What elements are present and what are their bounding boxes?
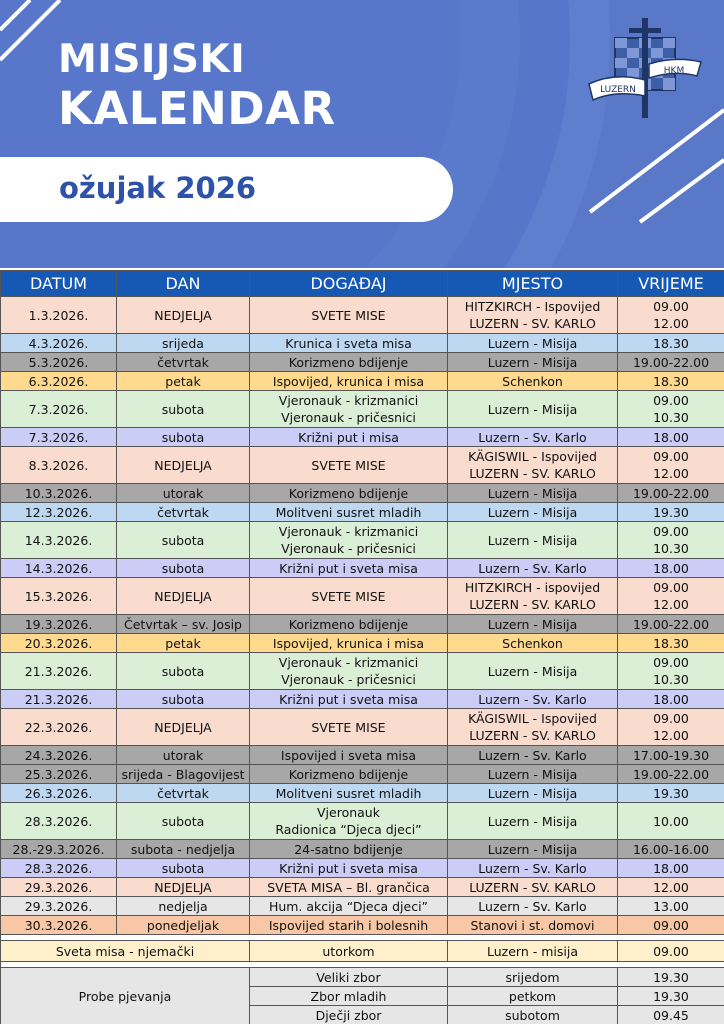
logo-top-text: HKM xyxy=(663,66,685,76)
dan-cell: subota xyxy=(117,428,250,447)
col-header-mjesto: MJESTO xyxy=(448,271,618,297)
dogadaj-cell xyxy=(250,690,448,709)
vrijeme-cell-line: 19.30 xyxy=(653,785,689,801)
dan-cell: srijeda xyxy=(117,334,250,353)
vrijeme-cell xyxy=(618,353,724,372)
probe-dan: subotom xyxy=(448,1006,618,1024)
dogadaj-cell-line: Molitveni susret mladih xyxy=(275,504,422,520)
mjesto-cell xyxy=(448,578,618,615)
vrijeme-cell-line: 18.00 xyxy=(653,429,689,445)
title-line-1: MISIJSKI xyxy=(58,37,246,82)
mjesto-cell-line: Luzern - Sv. Karlo xyxy=(478,860,587,876)
vrijeme-cell xyxy=(618,615,724,634)
header-banner xyxy=(0,0,724,268)
probe-dan: petkom xyxy=(448,987,618,1006)
logo-bottom-text: LUZERN xyxy=(600,85,636,95)
mjesto-cell-line: Luzern - Misija xyxy=(487,813,578,829)
dogadaj-cell-line: Molitveni susret mladih xyxy=(275,785,422,801)
table-row xyxy=(1,878,724,897)
vrijeme-cell-line: 18.30 xyxy=(653,373,689,389)
vrijeme-cell xyxy=(618,765,724,784)
col-header-datum: DATUM xyxy=(1,271,117,297)
vrijeme-cell xyxy=(618,859,724,878)
dogadaj-cell xyxy=(250,447,448,484)
mjesto-cell xyxy=(448,503,618,522)
dogadaj-cell-line: Ispovijed i sveta misa xyxy=(280,747,417,763)
dogadaj-cell-line: Vjeronauk - pričesnici xyxy=(281,541,416,556)
probe-vrijeme: 09.45 xyxy=(618,1006,724,1024)
sveta-misa-vrijeme: 09.00 xyxy=(618,941,724,962)
vrijeme-cell xyxy=(618,746,724,765)
dogadaj-cell xyxy=(250,503,448,522)
vrijeme-cell-line: 16.00-16.00 xyxy=(632,841,710,857)
vrijeme-cell-line: 09.00 xyxy=(653,711,689,726)
datum-cell: 21.3.2026. xyxy=(1,690,117,709)
probe-vrijeme: 19.30 xyxy=(618,987,724,1006)
mjesto-cell xyxy=(448,897,618,916)
dogadaj-cell-line: Vjeronauk - pričesnici xyxy=(281,410,416,425)
probe-zbor: Dječji zbor xyxy=(250,1006,448,1024)
dogadaj-cell-line: Ispovijed, krunica i misa xyxy=(272,635,425,651)
mjesto-cell xyxy=(448,372,618,391)
mjesto-cell-line: Luzern - Misija xyxy=(487,532,578,548)
dan-cell: četvrtak xyxy=(117,353,250,372)
vrijeme-cell-line: 09.00 xyxy=(653,917,689,933)
table-row xyxy=(1,559,724,578)
dan-cell: subota - nedjelja xyxy=(117,840,250,859)
mjesto-cell-line: LUZERN - SV. KARLO xyxy=(469,466,596,481)
table-row xyxy=(1,690,724,709)
mjesto-cell xyxy=(448,784,618,803)
dogadaj-cell-line: Hum. akcija “Djeca djeci” xyxy=(268,898,429,914)
vrijeme-cell xyxy=(618,372,724,391)
mjesto-cell xyxy=(448,653,618,690)
vrijeme-cell xyxy=(618,559,724,578)
mjesto-cell-line: Luzern - Sv. Karlo xyxy=(478,691,587,707)
dogadaj-cell-line: Križni put i sveta misa xyxy=(279,860,418,876)
datum-cell: 28.3.2026. xyxy=(1,859,117,878)
vrijeme-cell-line: 18.30 xyxy=(653,635,689,651)
table-row xyxy=(1,297,724,334)
mjesto-cell xyxy=(448,840,618,859)
dan-cell: NEDJELJA xyxy=(117,447,250,484)
probe-zbor: Veliki zbor xyxy=(250,968,448,987)
dan-cell: srijeda - Blagovijest xyxy=(117,765,250,784)
dogadaj-cell-line: Korizmeno bdijenje xyxy=(288,485,409,501)
table-row xyxy=(1,353,724,372)
vrijeme-cell-line: 09.00 xyxy=(653,299,689,314)
datum-cell: 4.3.2026. xyxy=(1,334,117,353)
dogadaj-cell xyxy=(250,372,448,391)
table-row xyxy=(1,765,724,784)
vrijeme-cell xyxy=(618,578,724,615)
vrijeme-cell-line: 12.00 xyxy=(653,879,689,895)
mjesto-cell-line: Luzern - Misija xyxy=(487,401,578,417)
mjesto-cell-line: Luzern - Misija xyxy=(487,335,578,351)
dan-cell: subota xyxy=(117,653,250,690)
mjesto-cell xyxy=(448,615,618,634)
probe-row xyxy=(1,968,724,987)
dogadaj-cell-line: 24-satno bdijenje xyxy=(294,841,403,857)
table-row xyxy=(1,653,724,690)
vrijeme-cell xyxy=(618,840,724,859)
probe-label: Probe pjevanja xyxy=(1,968,250,1024)
dan-cell: subota xyxy=(117,559,250,578)
hkm-luzern-logo xyxy=(585,14,705,124)
dogadaj-cell xyxy=(250,559,448,578)
dogadaj-cell xyxy=(250,578,448,615)
sveta-misa-row xyxy=(1,941,724,962)
table-row xyxy=(1,803,724,840)
vrijeme-cell xyxy=(618,709,724,746)
dogadaj-cell-line: Vjeronauk xyxy=(317,805,380,820)
col-header-dan: DAN xyxy=(117,271,250,297)
datum-cell: 22.3.2026. xyxy=(1,709,117,746)
datum-cell: 1.3.2026. xyxy=(1,297,117,334)
mjesto-cell xyxy=(448,765,618,784)
dogadaj-cell-line: SVETE MISE xyxy=(311,307,386,323)
dogadaj-cell xyxy=(250,428,448,447)
table-row xyxy=(1,709,724,746)
dogadaj-cell-line: Vjeronauk - krizmanici xyxy=(278,393,419,408)
dan-cell: NEDJELJA xyxy=(117,878,250,897)
vrijeme-cell-line: 18.00 xyxy=(653,560,689,576)
mjesto-cell xyxy=(448,690,618,709)
datum-cell: 7.3.2026. xyxy=(1,428,117,447)
dogadaj-cell-line: Korizmeno bdijenje xyxy=(288,354,409,370)
dogadaj-cell xyxy=(250,803,448,840)
dogadaj-cell-line: Vjeronauk - krizmanici xyxy=(278,524,419,539)
col-header-vrijeme: VRIJEME xyxy=(618,271,724,297)
datum-cell: 6.3.2026. xyxy=(1,372,117,391)
dogadaj-cell xyxy=(250,391,448,428)
vrijeme-cell-line: 09.00 xyxy=(653,449,689,464)
extra-section xyxy=(1,935,724,1024)
datum-cell: 7.3.2026. xyxy=(1,391,117,428)
probe-dan: srijedom xyxy=(448,968,618,987)
mjesto-cell xyxy=(448,334,618,353)
vrijeme-cell-line: 18.30 xyxy=(653,335,689,351)
dogadaj-cell xyxy=(250,897,448,916)
mjesto-cell-line: LUZERN - SV. KARLO xyxy=(469,597,596,612)
dan-cell: NEDJELJA xyxy=(117,709,250,746)
vrijeme-cell xyxy=(618,634,724,653)
mjesto-cell-line: HITZKIRCH - ispovijed xyxy=(464,580,601,595)
dan-cell: utorak xyxy=(117,484,250,503)
dogadaj-cell-line: SVETE MISE xyxy=(311,588,386,604)
calendar-body xyxy=(1,297,724,935)
mjesto-cell xyxy=(448,803,618,840)
vrijeme-cell-line: 10.30 xyxy=(653,672,689,687)
dogadaj-cell xyxy=(250,615,448,634)
dan-cell: petak xyxy=(117,634,250,653)
vrijeme-cell-line: 19.00-22.00 xyxy=(632,766,710,782)
table-row xyxy=(1,447,724,484)
datum-cell: 30.3.2026. xyxy=(1,916,117,935)
probe-zbor: Zbor mladih xyxy=(250,987,448,1006)
mjesto-cell-line: LUZERN - SV. KARLO xyxy=(469,728,596,743)
dogadaj-cell-line: Krunica i sveta misa xyxy=(285,335,412,351)
mjesto-cell-line: KÄGISWIL - Ispovijed xyxy=(468,449,597,464)
mjesto-cell-line: Luzern - Misija xyxy=(487,504,578,520)
dogadaj-cell xyxy=(250,784,448,803)
vrijeme-cell-line: 10.00 xyxy=(653,813,689,829)
datum-cell: 24.3.2026. xyxy=(1,746,117,765)
calendar-table xyxy=(0,270,724,1024)
dogadaj-cell xyxy=(250,484,448,503)
mjesto-cell xyxy=(448,447,618,484)
mjesto-cell-line: Luzern - Misija xyxy=(487,485,578,501)
dogadaj-cell-line: Radionica “Djeca djeci” xyxy=(275,822,422,837)
vrijeme-cell-line: 09.00 xyxy=(653,524,689,539)
table-row xyxy=(1,897,724,916)
table-row xyxy=(1,634,724,653)
dogadaj-cell-line: Križni put i sveta misa xyxy=(279,691,418,707)
dogadaj-cell-line: Ispovijed starih i bolesnih xyxy=(268,917,429,933)
table-row xyxy=(1,840,724,859)
title-line-2: KALENDAR xyxy=(58,82,336,135)
dogadaj-cell xyxy=(250,522,448,559)
datum-cell: 14.3.2026. xyxy=(1,522,117,559)
dogadaj-cell xyxy=(250,709,448,746)
datum-cell: 10.3.2026. xyxy=(1,484,117,503)
mjesto-cell-line: LUZERN - SV. KARLO xyxy=(469,879,596,895)
datum-cell: 28.-29.3.2026. xyxy=(1,840,117,859)
dan-cell: subota xyxy=(117,690,250,709)
dan-cell: subota xyxy=(117,522,250,559)
mjesto-cell xyxy=(448,859,618,878)
vrijeme-cell xyxy=(618,503,724,522)
dogadaj-cell-line: Vjeronauk - krizmanici xyxy=(278,655,419,670)
col-header-dogadaj: DOGAĐAJ xyxy=(250,271,448,297)
sveta-misa-label: Sveta misa - njemački xyxy=(1,941,250,962)
vrijeme-cell-line: 12.00 xyxy=(653,316,689,331)
mjesto-cell-line: KÄGISWIL - Ispovijed xyxy=(468,711,597,726)
datum-cell: 5.3.2026. xyxy=(1,353,117,372)
mjesto-cell-line: HITZKIRCH - Ispovijed xyxy=(464,299,601,314)
dogadaj-cell xyxy=(250,859,448,878)
dan-cell: petak xyxy=(117,372,250,391)
dogadaj-cell xyxy=(250,634,448,653)
mjesto-cell-line: Luzern - Misija xyxy=(487,663,578,679)
mjesto-cell xyxy=(448,634,618,653)
mjesto-cell xyxy=(448,709,618,746)
dogadaj-cell xyxy=(250,765,448,784)
datum-cell: 14.3.2026. xyxy=(1,559,117,578)
dogadaj-cell xyxy=(250,746,448,765)
dogadaj-cell-line: Križni put i misa xyxy=(298,429,399,445)
vrijeme-cell-line: 19.30 xyxy=(653,504,689,520)
mjesto-cell xyxy=(448,428,618,447)
vrijeme-cell-line: 19.00-22.00 xyxy=(632,616,710,632)
dan-cell: NEDJELJA xyxy=(117,578,250,615)
vrijeme-cell-line: 12.00 xyxy=(653,466,689,481)
table-row xyxy=(1,503,724,522)
datum-cell: 28.3.2026. xyxy=(1,803,117,840)
sveta-misa-dan: utorkom xyxy=(250,941,448,962)
table-row xyxy=(1,372,724,391)
dogadaj-cell-line: Korizmeno bdijenje xyxy=(288,616,409,632)
month-label: ožujak 2026 xyxy=(59,171,257,205)
mjesto-cell xyxy=(448,391,618,428)
dogadaj-cell-line: SVETA MISA – Bl. grančica xyxy=(267,879,430,895)
dogadaj-cell-line: SVETE MISE xyxy=(311,457,386,473)
mjesto-cell-line: Luzern - Sv. Karlo xyxy=(478,747,587,763)
datum-cell: 19.3.2026. xyxy=(1,615,117,634)
table-header-row xyxy=(1,271,724,297)
dan-cell: NEDJELJA xyxy=(117,297,250,334)
dan-cell: utorak xyxy=(117,746,250,765)
vrijeme-cell-line: 12.00 xyxy=(653,728,689,743)
vrijeme-cell-line: 09.00 xyxy=(653,655,689,670)
vrijeme-cell-line: 09.00 xyxy=(653,393,689,408)
mjesto-cell xyxy=(448,878,618,897)
vrijeme-cell xyxy=(618,447,724,484)
mjesto-cell-line: Luzern - Misija xyxy=(487,766,578,782)
vrijeme-cell-line: 18.00 xyxy=(653,691,689,707)
vrijeme-cell-line: 10.30 xyxy=(653,541,689,556)
dan-cell: nedjelja xyxy=(117,897,250,916)
vrijeme-cell xyxy=(618,690,724,709)
vrijeme-cell xyxy=(618,428,724,447)
datum-cell: 25.3.2026. xyxy=(1,765,117,784)
probe-vrijeme: 19.30 xyxy=(618,968,724,987)
dogadaj-cell-line: Korizmeno bdijenje xyxy=(288,766,409,782)
mjesto-cell xyxy=(448,916,618,935)
dogadaj-cell-line: Križni put i sveta misa xyxy=(279,560,418,576)
datum-cell: 8.3.2026. xyxy=(1,447,117,484)
dogadaj-cell xyxy=(250,297,448,334)
dan-cell: Četvrtak – sv. Josip xyxy=(117,615,250,634)
vrijeme-cell xyxy=(618,391,724,428)
vrijeme-cell xyxy=(618,484,724,503)
mjesto-cell xyxy=(448,746,618,765)
vrijeme-cell-line: 19.00-22.00 xyxy=(632,485,710,501)
vrijeme-cell-line: 13.00 xyxy=(653,898,689,914)
mjesto-cell-line: Luzern - Sv. Karlo xyxy=(478,429,587,445)
mjesto-cell-line: Schenkon xyxy=(502,635,563,651)
vrijeme-cell xyxy=(618,897,724,916)
mjesto-cell-line: Luzern - Misija xyxy=(487,841,578,857)
dogadaj-cell xyxy=(250,353,448,372)
table-row xyxy=(1,784,724,803)
table-row xyxy=(1,522,724,559)
vrijeme-cell-line: 09.00 xyxy=(653,580,689,595)
datum-cell: 15.3.2026. xyxy=(1,578,117,615)
table-row xyxy=(1,916,724,935)
mjesto-cell xyxy=(448,484,618,503)
table-row xyxy=(1,484,724,503)
vrijeme-cell-line: 18.00 xyxy=(653,860,689,876)
dan-cell: četvrtak xyxy=(117,784,250,803)
mjesto-cell-line: Luzern - Misija xyxy=(487,616,578,632)
sveta-misa-mjesto: Luzern - misija xyxy=(448,941,618,962)
mjesto-cell-line: Luzern - Misija xyxy=(487,354,578,370)
table-row xyxy=(1,428,724,447)
dan-cell: ponedjeljak xyxy=(117,916,250,935)
datum-cell: 29.3.2026. xyxy=(1,897,117,916)
mjesto-cell-line: Schenkon xyxy=(502,373,563,389)
table-row xyxy=(1,334,724,353)
vrijeme-cell-line: 10.30 xyxy=(653,410,689,425)
vrijeme-cell xyxy=(618,522,724,559)
vrijeme-cell-line: 17.00-19.30 xyxy=(632,747,710,763)
dogadaj-cell xyxy=(250,334,448,353)
dogadaj-cell-line: Ispovijed, krunica i misa xyxy=(272,373,425,389)
datum-cell: 29.3.2026. xyxy=(1,878,117,897)
datum-cell: 26.3.2026. xyxy=(1,784,117,803)
dan-cell: subota xyxy=(117,803,250,840)
datum-cell: 20.3.2026. xyxy=(1,634,117,653)
vrijeme-cell xyxy=(618,784,724,803)
table-row xyxy=(1,578,724,615)
mjesto-cell-line: LUZERN - SV. KARLO xyxy=(469,316,596,331)
dogadaj-cell xyxy=(250,840,448,859)
table-row xyxy=(1,391,724,428)
dogadaj-cell xyxy=(250,653,448,690)
table-row xyxy=(1,615,724,634)
table-row xyxy=(1,859,724,878)
mjesto-cell xyxy=(448,559,618,578)
dan-cell: subota xyxy=(117,391,250,428)
mjesto-cell xyxy=(448,297,618,334)
vrijeme-cell xyxy=(618,653,724,690)
vrijeme-cell-line: 19.00-22.00 xyxy=(632,354,710,370)
vrijeme-cell xyxy=(618,803,724,840)
datum-cell: 21.3.2026. xyxy=(1,653,117,690)
vrijeme-cell xyxy=(618,334,724,353)
mjesto-cell xyxy=(448,522,618,559)
mjesto-cell xyxy=(448,353,618,372)
dan-cell: subota xyxy=(117,859,250,878)
vrijeme-cell xyxy=(618,878,724,897)
dan-cell: četvrtak xyxy=(117,503,250,522)
datum-cell: 12.3.2026. xyxy=(1,503,117,522)
table-row xyxy=(1,746,724,765)
mjesto-cell-line: Luzern - Misija xyxy=(487,785,578,801)
vrijeme-cell xyxy=(618,297,724,334)
dogadaj-cell xyxy=(250,916,448,935)
dogadaj-cell-line: Vjeronauk - pričesnici xyxy=(281,672,416,687)
vrijeme-cell xyxy=(618,916,724,935)
mjesto-cell-line: Luzern - Sv. Karlo xyxy=(478,898,587,914)
vrijeme-cell-line: 12.00 xyxy=(653,597,689,612)
mjesto-cell-line: Stanovi i st. domovi xyxy=(470,917,595,933)
mjesto-cell-line: Luzern - Sv. Karlo xyxy=(478,560,587,576)
dogadaj-cell-line: SVETE MISE xyxy=(311,719,386,735)
dogadaj-cell xyxy=(250,878,448,897)
